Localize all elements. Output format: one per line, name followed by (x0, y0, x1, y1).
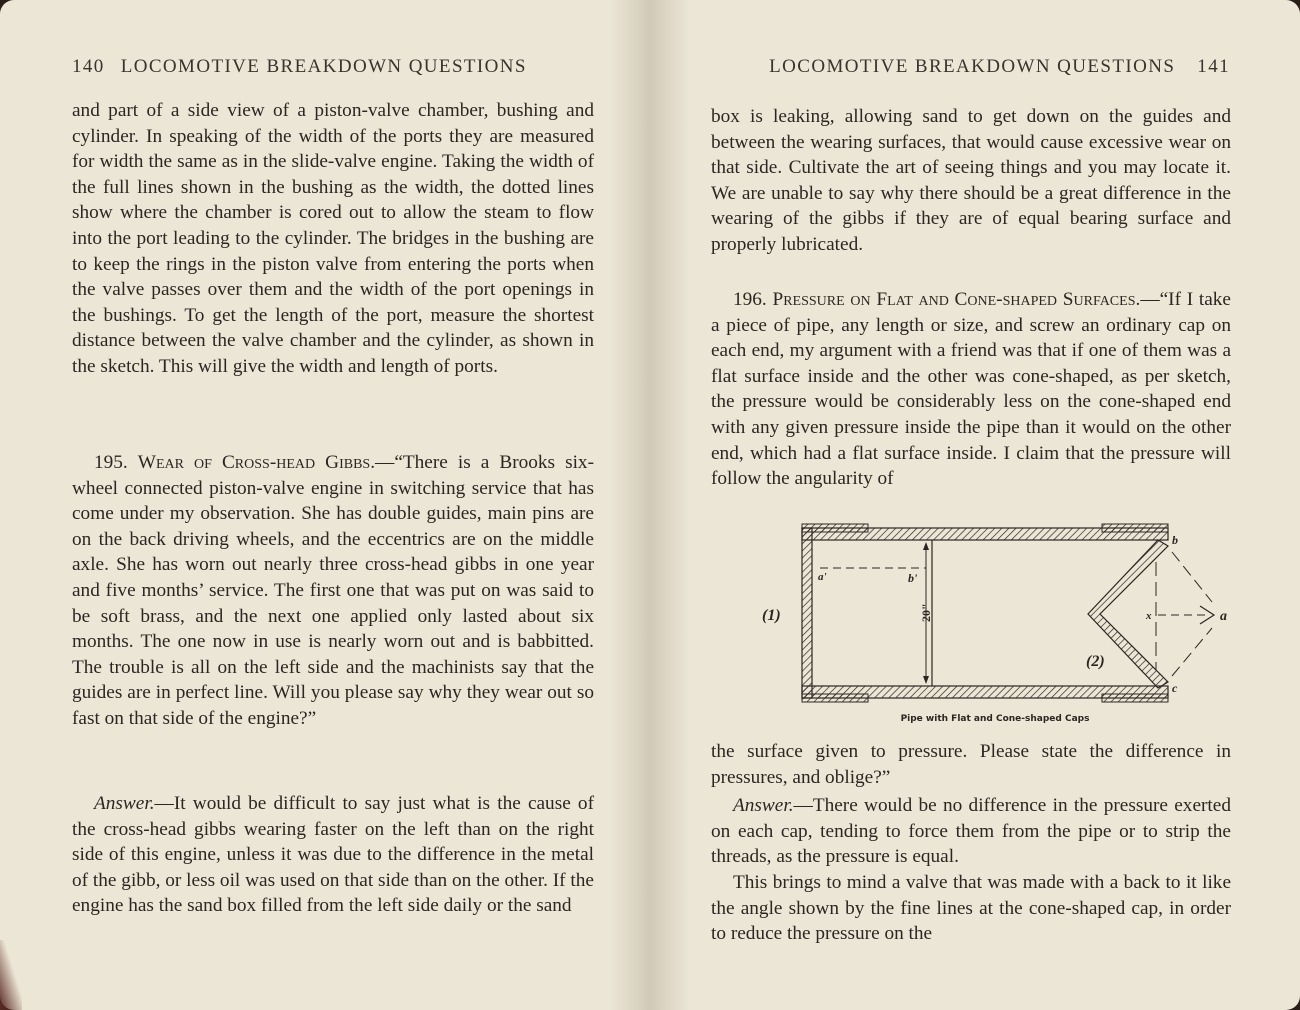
figure-label-c: c (1172, 681, 1178, 695)
q195-title: Wear of Cross-head Gibbs. (137, 452, 376, 473)
figure-label-x: x (1146, 610, 1152, 622)
answer-195 (72, 791, 594, 919)
page-number-left: 140 (72, 56, 105, 77)
running-head-right (769, 56, 1230, 78)
page-number-right: 141 (1197, 56, 1230, 77)
pipe-figure (760, 522, 1230, 732)
q195-text: —“There is a Brooks six-wheel connected piston-valve engine in switching service that has come under my observation. She has double guides, main pins are on the back driving wheels, and the eccentrics are on the middle axle. She has worn out nearly three cross-head gibbs in one year and five months’ service. The first one that was put on was said to be soft brass, and the next one applied only lasted about six months. The one now in use is nearly worn out and is babbitted. The trouble is all on the left side and the machinists say that the guides are in perfect line. Will you please say why they wear out so fast on that side of the engine?” (72, 452, 594, 729)
figure-label-1: (1) (762, 607, 781, 624)
right-page (650, 0, 1300, 1010)
figure-label-2: (2) (1086, 653, 1105, 670)
figure-label-a-prime: a' (818, 571, 827, 583)
right-para-1: box is leaking, allowing sand to get down on the guides and between the wearing surfaces, that would cause excessive wear on that side. Cultivate the art of seeing things and you may locate it. We are unable to say why there should be a great difference in the wearing of the gibbs if they are of equal bearing surface and properly lubricated. (711, 106, 1231, 255)
cover-corner (0, 940, 22, 1010)
running-head-title-right: LOCOMOTIVE BREAKDOWN QUESTIONS (769, 56, 1176, 77)
right-para-last: This brings to mind a valve that was made with a back to it like the angle shown by the fine lines at the cone-shaped cap, in order to reduce the pressure on the (711, 872, 1231, 945)
answer-label-left: Answer. (94, 793, 155, 814)
figure-label-20: 20" (919, 603, 933, 622)
running-head-title-left: LOCOMOTIVE BREAKDOWN QUESTIONS (120, 56, 527, 77)
figure-label-b-prime: b' (908, 571, 918, 585)
gutter-shadow (610, 0, 650, 1010)
figure-label-b: b (1172, 533, 1178, 547)
left-para-1: and part of a side view of a piston-valve chamber, bushing and cylinder. In speaking of the width of the ports they are measured for width the same as in the slide-valve engine. Taking the width of the full lines shown in the bushing as the width, the dotted lines show where the chamber is cored out to allow the steam to flow into the port leading to the cylinder. The bridges in the bushing are to keep the rings in the piston valve from entering the ports when the valve passes over them and the width of the port openings in the bushings. To get the length of the port, measure the shortest distance between the valve chamber and the cylinder, as shown in the sketch. This will give the width and length of ports. (72, 100, 594, 377)
gutter-shadow (650, 0, 690, 1010)
q196-title: Pressure on Flat and Cone-shaped Surfaces. (772, 289, 1141, 310)
q196-number: 196. (733, 289, 767, 310)
q196-text: —“If I take a piece of pipe, any length or size, and screw an ordinary cap on each end, my argument with a friend was that if one of them was a flat surface inside and the other was cone-shaped, as per sketch, the pressure would be considerably less on the cone-shaped end with any given pressure inside the pipe than it would on the other end, which had a flat surface inside. I claim that the pressure will follow the angularity of (711, 289, 1231, 490)
right-para-after-figure: the surface given to pressure. Please state the difference in pressures, and oblige?” (711, 741, 1231, 788)
question-196 (711, 287, 1231, 492)
figure-label-a: a (1220, 609, 1227, 624)
answer-196 (711, 793, 1231, 870)
answer-195-text: —It would be difficult to say just what is the cause of the cross-head gibbs wearing faster on the left than on the right side of this engine, unless it was due to the difference in the metal of the gibb, or less oil was used on that side than on the other. If the engine has the sand box filled from the left side daily or the sand (72, 793, 594, 917)
question-195 (72, 450, 594, 732)
answer-label-right: Answer. (733, 795, 794, 816)
figure-caption: Pipe with Flat and Cone-shaped Caps (900, 714, 1090, 724)
pipe-diagram (760, 522, 1230, 712)
running-head-left (72, 56, 527, 78)
q195-number: 195. (94, 452, 128, 473)
answer-196-text: —There would be no difference in the pressure exerted on each cap, tending to force them from the pipe or to strip the threads, as the pressure is equal. (711, 795, 1231, 868)
